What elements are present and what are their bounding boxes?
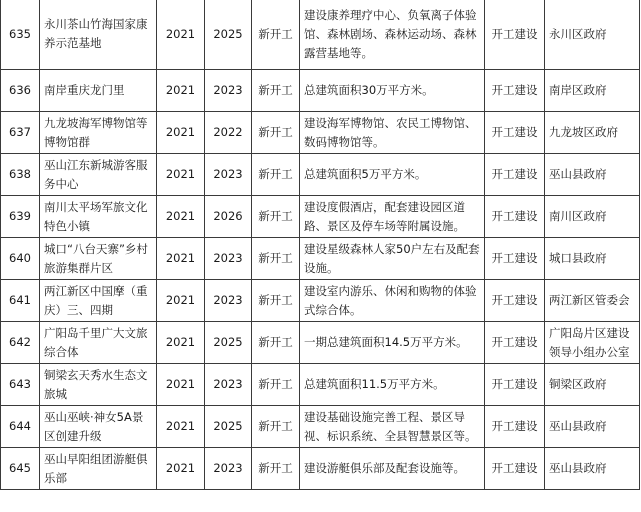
row-number-cell: 637 [1,112,40,154]
table-row [1,322,640,364]
construction-content-cell: 一期总建筑面积14.5万平方米。 [300,322,485,364]
end-year-cell: 2026 [205,196,252,238]
progress-stage-cell: 开工建设 [485,112,545,154]
progress-stage-cell: 开工建设 [485,364,545,406]
responsible-unit-cell: 铜梁区政府 [545,364,640,406]
progress-stage-cell: 开工建设 [485,406,545,448]
start-year-cell: 2021 [157,0,205,70]
construction-content-cell: 总建筑面积5万平方米。 [300,154,485,196]
project-type-cell: 新开工 [252,0,300,70]
project-name-cell: 城口“八台天寨”乡村旅游集群片区 [40,238,157,280]
responsible-unit-cell: 南川区政府 [545,196,640,238]
construction-content-cell: 总建筑面积11.5万平方米。 [300,364,485,406]
project-type-cell: 新开工 [252,196,300,238]
row-number-cell: 641 [1,280,40,322]
construction-content-cell: 建设度假酒店，配套建设园区道路、景区及停车场等附属设施。 [300,196,485,238]
construction-content-cell: 建设室内游乐、休闲和购物的体验式综合体。 [300,280,485,322]
end-year-cell: 2023 [205,280,252,322]
project-name-cell: 两江新区中国摩（重庆）三、四期 [40,280,157,322]
progress-stage-cell: 开工建设 [485,238,545,280]
start-year-cell: 2021 [157,448,205,490]
start-year-cell: 2021 [157,196,205,238]
progress-stage-cell: 开工建设 [485,322,545,364]
responsible-unit-cell: 广阳岛片区建设领导小组办公室 [545,322,640,364]
row-number-cell: 639 [1,196,40,238]
project-name-cell: 铜梁玄天秀水生态文旅城 [40,364,157,406]
project-name-cell: 巫山江东新城游客服务中心 [40,154,157,196]
table-row [1,70,640,112]
project-type-cell: 新开工 [252,112,300,154]
end-year-cell: 2025 [205,0,252,70]
row-number-cell: 643 [1,364,40,406]
project-type-cell: 新开工 [252,406,300,448]
project-type-cell: 新开工 [252,448,300,490]
table-row [1,364,640,406]
row-number-cell: 645 [1,448,40,490]
project-name-cell: 广阳岛千里广大文旅综合体 [40,322,157,364]
end-year-cell: 2025 [205,322,252,364]
construction-content-cell: 建设星级森林人家50户左右及配套设施。 [300,238,485,280]
responsible-unit-cell: 南岸区政府 [545,70,640,112]
start-year-cell: 2021 [157,322,205,364]
row-number-cell: 642 [1,322,40,364]
table-row [1,0,640,70]
table-row [1,280,640,322]
project-name-cell: 南川太平场军旅文化特色小镇 [40,196,157,238]
construction-content-cell: 建设基础设施完善工程、景区导视、标识系统、全县智慧景区等。 [300,406,485,448]
responsible-unit-cell: 两江新区管委会 [545,280,640,322]
project-type-cell: 新开工 [252,364,300,406]
table-row [1,238,640,280]
project-type-cell: 新开工 [252,154,300,196]
progress-stage-cell: 开工建设 [485,70,545,112]
end-year-cell: 2023 [205,70,252,112]
project-name-cell: 九龙坡海军博物馆等博物馆群 [40,112,157,154]
progress-stage-cell: 开工建设 [485,0,545,70]
table-row [1,448,640,490]
responsible-unit-cell: 巫山县政府 [545,406,640,448]
end-year-cell: 2023 [205,238,252,280]
end-year-cell: 2023 [205,364,252,406]
table-row [1,112,640,154]
start-year-cell: 2021 [157,238,205,280]
start-year-cell: 2021 [157,406,205,448]
table-body [1,0,640,490]
responsible-unit-cell: 巫山县政府 [545,154,640,196]
start-year-cell: 2021 [157,112,205,154]
end-year-cell: 2023 [205,448,252,490]
end-year-cell: 2025 [205,406,252,448]
project-name-cell: 南岸重庆龙门里 [40,70,157,112]
progress-stage-cell: 开工建设 [485,448,545,490]
row-number-cell: 636 [1,70,40,112]
table-row [1,196,640,238]
project-name-cell: 永川茶山竹海国家康养示范基地 [40,0,157,70]
progress-stage-cell: 开工建设 [485,280,545,322]
construction-content-cell: 建设海军博物馆、农民工博物馆、数码博物馆等。 [300,112,485,154]
progress-stage-cell: 开工建设 [485,196,545,238]
responsible-unit-cell: 巫山县政府 [545,448,640,490]
start-year-cell: 2021 [157,280,205,322]
project-name-cell: 巫山早阳组团游艇俱乐部 [40,448,157,490]
start-year-cell: 2021 [157,364,205,406]
row-number-cell: 635 [1,0,40,70]
end-year-cell: 2023 [205,154,252,196]
responsible-unit-cell: 永川区政府 [545,0,640,70]
start-year-cell: 2021 [157,154,205,196]
start-year-cell: 2021 [157,70,205,112]
construction-content-cell: 总建筑面积30万平方米。 [300,70,485,112]
responsible-unit-cell: 城口县政府 [545,238,640,280]
construction-content-cell: 建设游艇俱乐部及配套设施等。 [300,448,485,490]
end-year-cell: 2022 [205,112,252,154]
project-type-cell: 新开工 [252,280,300,322]
project-name-cell: 巫山巫峡·神女5A景区创建升级 [40,406,157,448]
responsible-unit-cell: 九龙坡区政府 [545,112,640,154]
construction-content-cell: 建设康养理疗中心、负氧离子体验馆、森林剧场、森林运动场、森林露营基地等。 [300,0,485,70]
project-type-cell: 新开工 [252,70,300,112]
project-type-cell: 新开工 [252,322,300,364]
progress-stage-cell: 开工建设 [485,154,545,196]
row-number-cell: 644 [1,406,40,448]
project-type-cell: 新开工 [252,238,300,280]
row-number-cell: 638 [1,154,40,196]
table-row [1,154,640,196]
table-row [1,406,640,448]
row-number-cell: 640 [1,238,40,280]
